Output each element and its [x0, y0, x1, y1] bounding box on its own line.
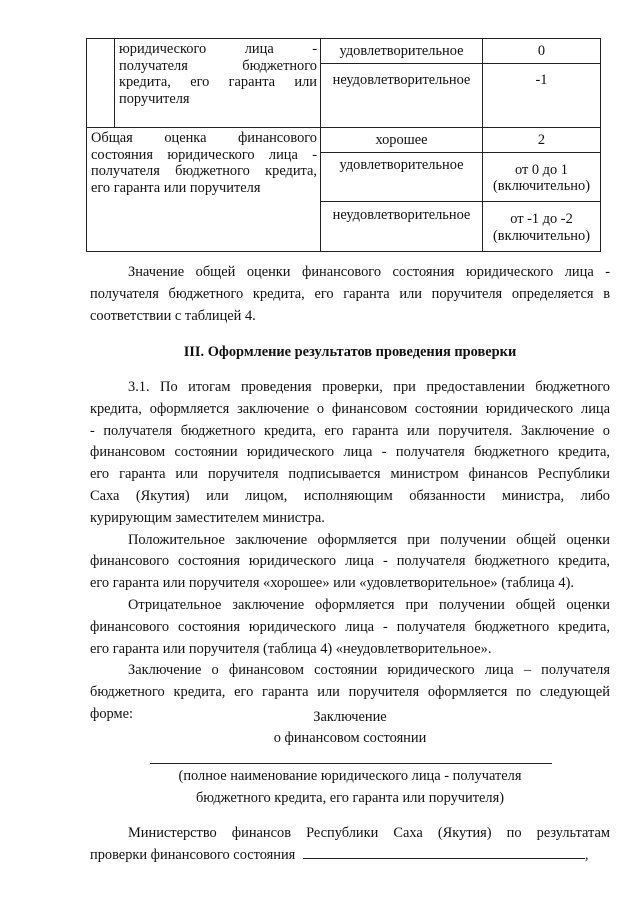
grade-cell: хорошее [321, 128, 483, 153]
grade-cell: неудовлетворительное [321, 64, 483, 128]
score-cell: 0 [483, 39, 601, 64]
criterion-line: поручителя [119, 90, 190, 107]
grade-cell: удовлетворительное [321, 153, 483, 202]
intro-paragraph: Значение общей оценки финансового состояния юридического лица - получателя бюджетного кредита, его гаранта или поручителя определяется в соответствии с таблицей 4. [90, 264, 610, 324]
ministry-paragraph: Министерство финансов Республики Саха (Якутия) по результатам проверки финансового состояния , [90, 825, 610, 863]
table-row [87, 39, 601, 64]
grade-cell: удовлетворительное [321, 39, 483, 64]
grade-cell: неудовлетворительное [321, 202, 483, 252]
section-heading: III. Оформление результатов проведения проверки [183, 344, 517, 360]
score-cell: 2 [483, 128, 601, 153]
paragraph: Положительное заключение оформляется при получении общей оценки финансового состояния юридического лица - получателя бюджетного кредита, его гаранта или поручителя «хорошее» или «удовлетворительное» (таблица 4). [90, 531, 610, 592]
score-cell: -1 [483, 64, 601, 128]
criterion-line: получателя бюджетного кредита, [91, 163, 317, 179]
name-fill-line [150, 763, 552, 764]
blank-cell [87, 39, 115, 128]
score-cell: от -1 до -2 (включительно) [483, 202, 601, 252]
paragraph: Заключение о финансовом состоянии юридического лица – получателя бюджетного кредита, его гаранта или поручителя оформляется по следующей форме: [90, 662, 610, 722]
criterion-line: состояния юридического лица - [91, 146, 317, 163]
score-table [86, 38, 601, 252]
body-text [90, 377, 610, 726]
score-cell: от 0 до 1 (включительно) [483, 153, 601, 202]
paragraph: 3.1. По итогам проведения проверки, при предоставлении бюджетного кредита, оформляется заключение о финансовом состоянии юридического лица - получателя бюджетного кредита, его гаранта или поручителя. Заключение о финансовом состоянии юридического лица - получателя бюджетного кредита, его гаранта или поручителя подписывается министром финансов Республики Саха (Якутия) или лицом, исполняющим обязанности министра, либо курирующим заместителем министра. [90, 379, 610, 526]
paragraph: Отрицательное заключение оформляется при получении общей оценки финансового состояния юридического лица - получателя бюджетного кредита, его гаранта или поручителя (таблица 4) «неудовлетворительное». [90, 596, 610, 657]
form-title: Заключение о финансовом состоянии [273, 709, 427, 746]
criterion-line: юридического лица - [119, 41, 317, 57]
criterion-line: кредита, его гаранта или [119, 74, 317, 90]
criterion-line: получателя бюджетного [119, 57, 317, 74]
check-fill-line [303, 845, 585, 859]
table-row [87, 128, 601, 153]
criterion-line: Общая оценка финансового [91, 130, 317, 146]
criterion-cell [87, 128, 321, 252]
criterion-cell [115, 39, 321, 128]
form-caption: (полное наименование юридического лица - получателя бюджетного кредита, его гаранта или поручителя) [178, 768, 522, 806]
criterion-line: его гаранта или поручителя [91, 179, 261, 196]
